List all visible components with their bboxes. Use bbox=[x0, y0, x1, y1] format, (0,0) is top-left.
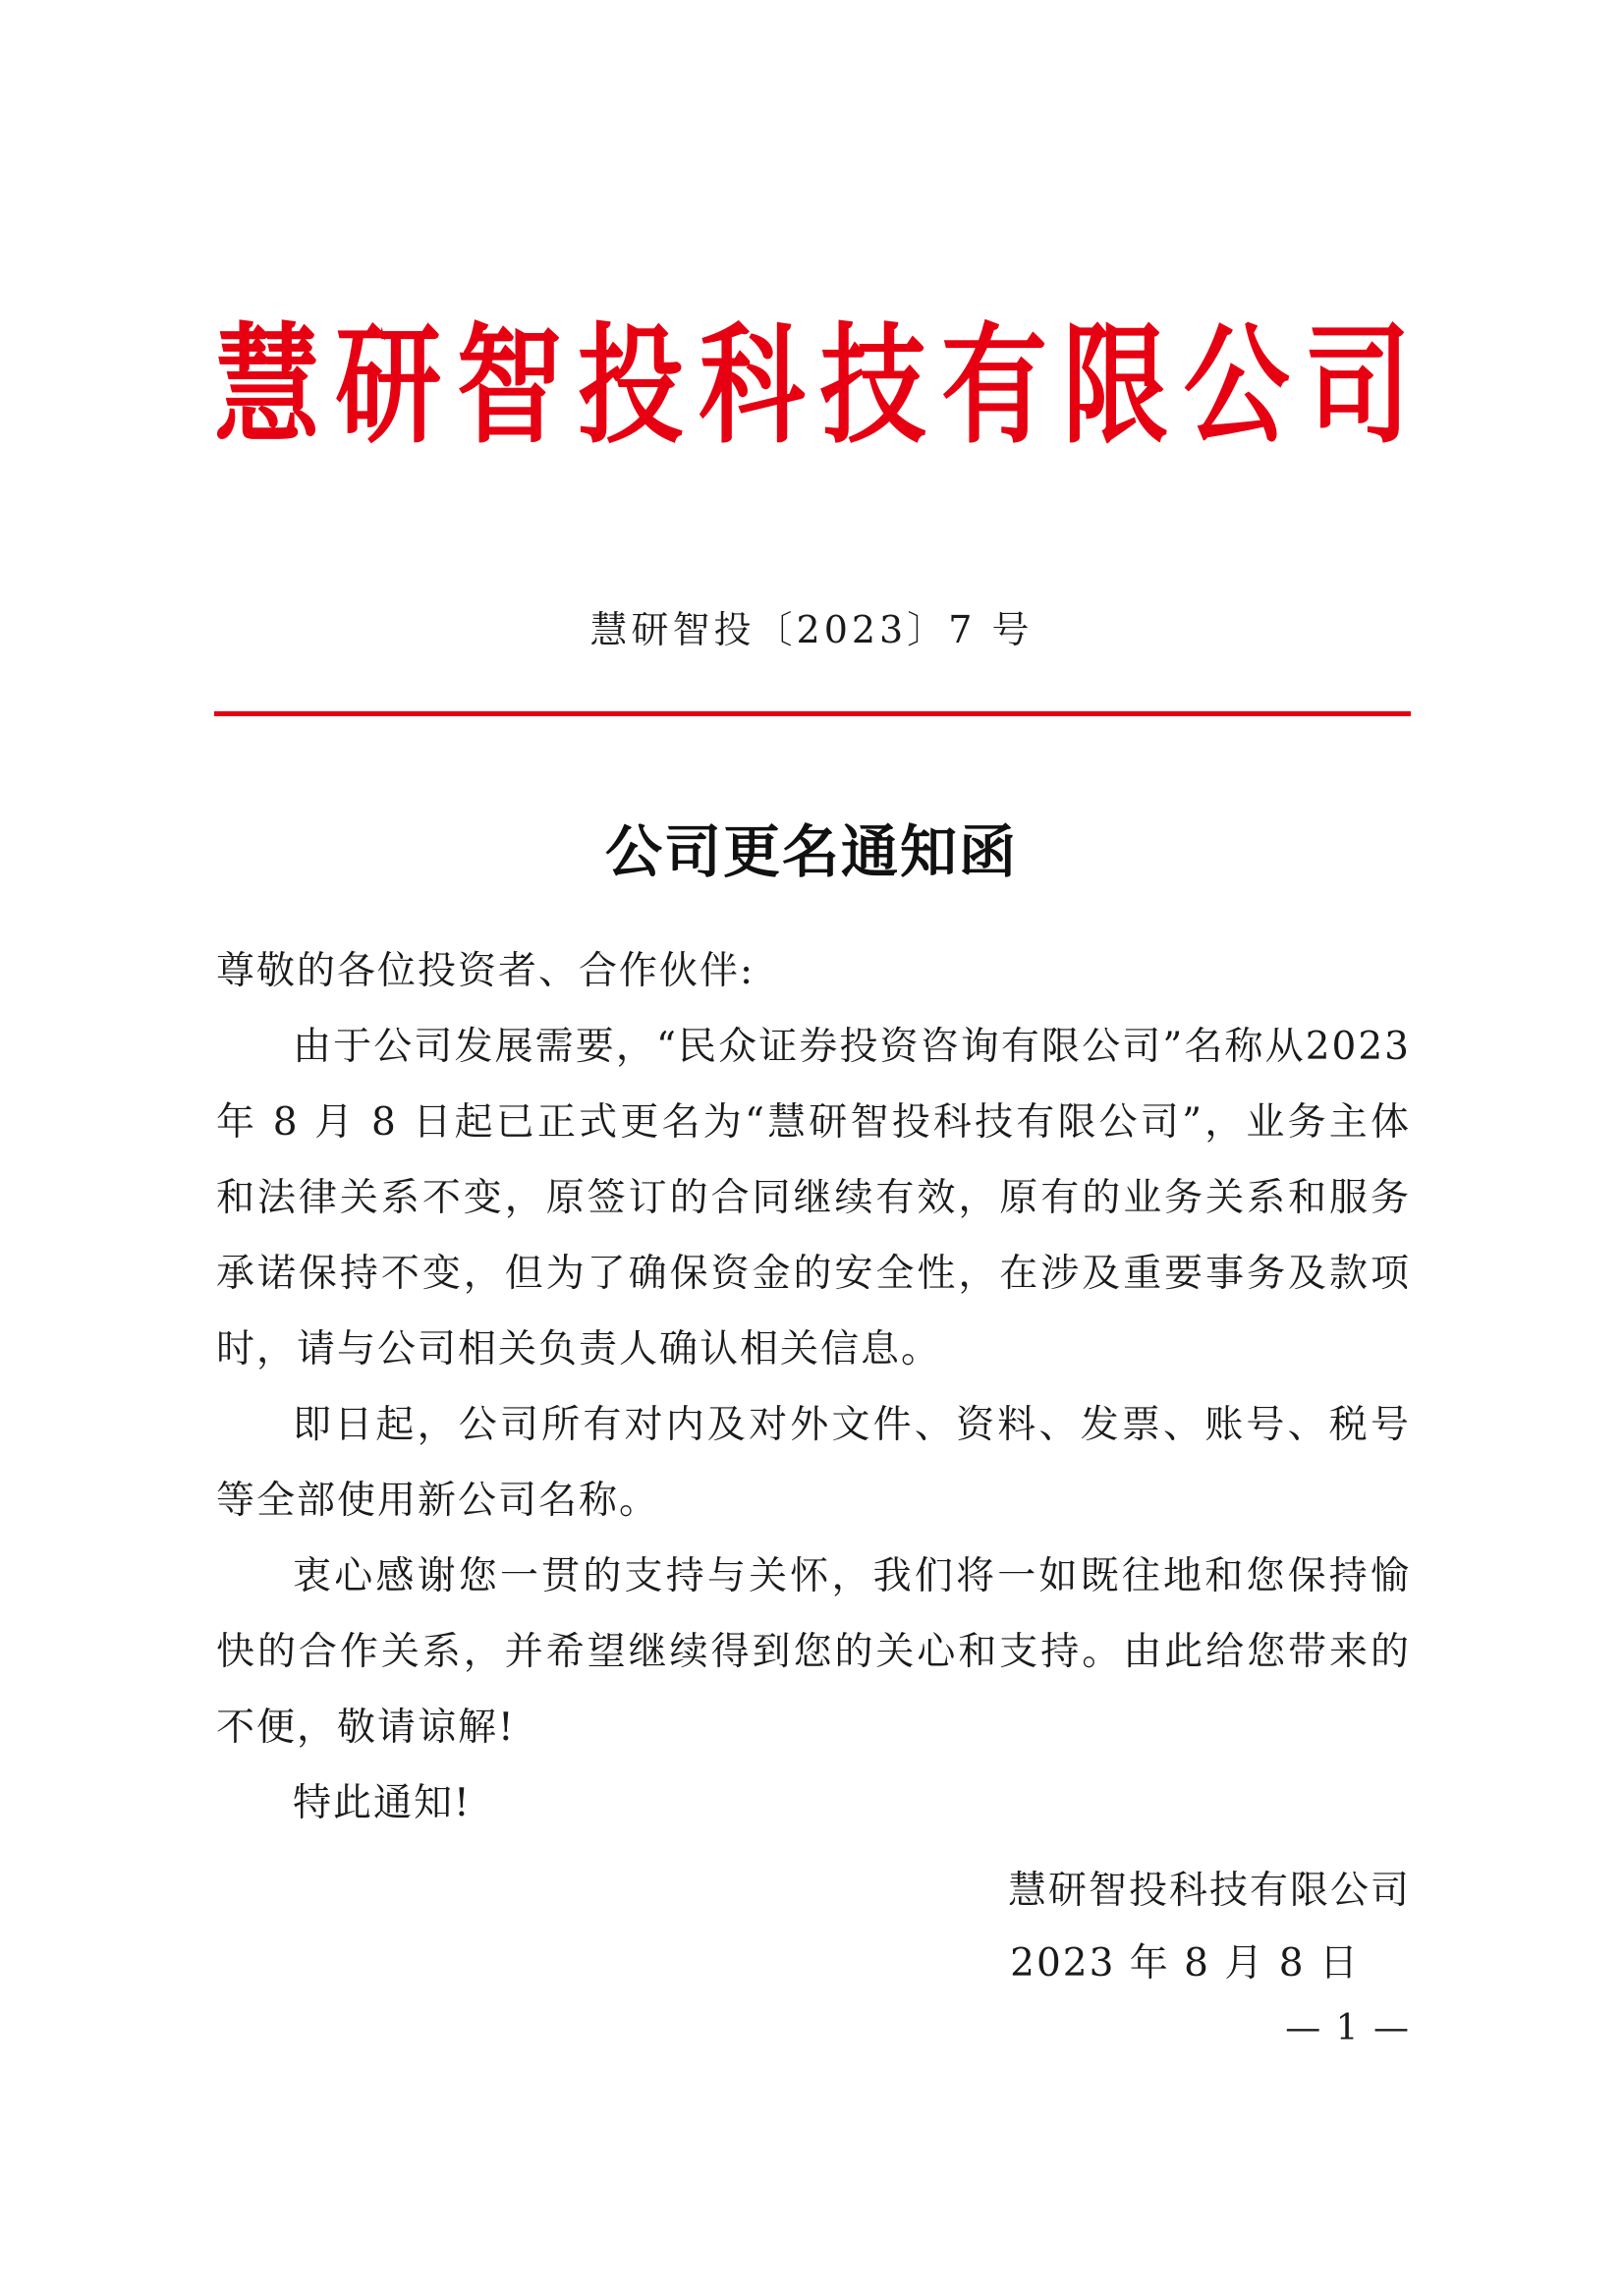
salutation: 尊敬的各位投资者、合作伙伴: bbox=[216, 949, 756, 993]
letterhead-char: 技 bbox=[819, 310, 926, 462]
header-divider-rule bbox=[214, 711, 1411, 716]
document-number: 慧研智投〔2023〕7 号 bbox=[589, 608, 1034, 651]
letterhead-company-name bbox=[214, 312, 1411, 460]
closing-line: 特此通知! bbox=[293, 1781, 472, 1825]
signature-company: 慧研智投科技有限公司 bbox=[1007, 1869, 1411, 1913]
body-paragraph: 由于公司发展需要，“民众证券投资咨询有限公司”名称从2023 年 8 月 8 日起已正式更名为“慧研智投科技有限公司”，业务主体和法律关系不变，原签订的合同继续有效，原有的业务关系和服务承诺保持不变，但为了确保资金的安全性，在涉及重要事务及款项时，请与公司相关负责人确认相关信息。 bbox=[216, 1025, 1411, 1372]
signature-date: 2023 年 8 月 8 日 bbox=[1010, 1941, 1360, 1986]
notice-body bbox=[216, 933, 1411, 1841]
letterhead-char: 投 bbox=[577, 310, 684, 462]
page-number: — 1 — bbox=[1285, 2008, 1411, 2048]
letterhead-char: 公 bbox=[1183, 310, 1290, 462]
body-paragraph: 衷心感谢您一贯的支持与关怀，我们将一如既往地和您保持愉快的合作关系，并希望继续得到您的关心和支持。由此给您带来的不便，敬请谅解! bbox=[216, 1554, 1411, 1750]
letterhead-char: 科 bbox=[699, 310, 806, 462]
letterhead-char: 司 bbox=[1304, 310, 1411, 462]
body-paragraph: 即日起，公司所有对内及对外文件、资料、发票、账号、税号等全部使用新公司名称。 bbox=[216, 1403, 1411, 1523]
letterhead-char: 研 bbox=[335, 310, 442, 462]
letterhead-char: 有 bbox=[940, 310, 1047, 462]
letterhead-char: 慧 bbox=[214, 310, 321, 462]
signature-block bbox=[214, 1855, 1411, 2000]
letterhead-char: 限 bbox=[1062, 310, 1169, 462]
letterhead-char: 智 bbox=[456, 310, 563, 462]
notice-title: 公司更名通知函 bbox=[604, 818, 1018, 885]
